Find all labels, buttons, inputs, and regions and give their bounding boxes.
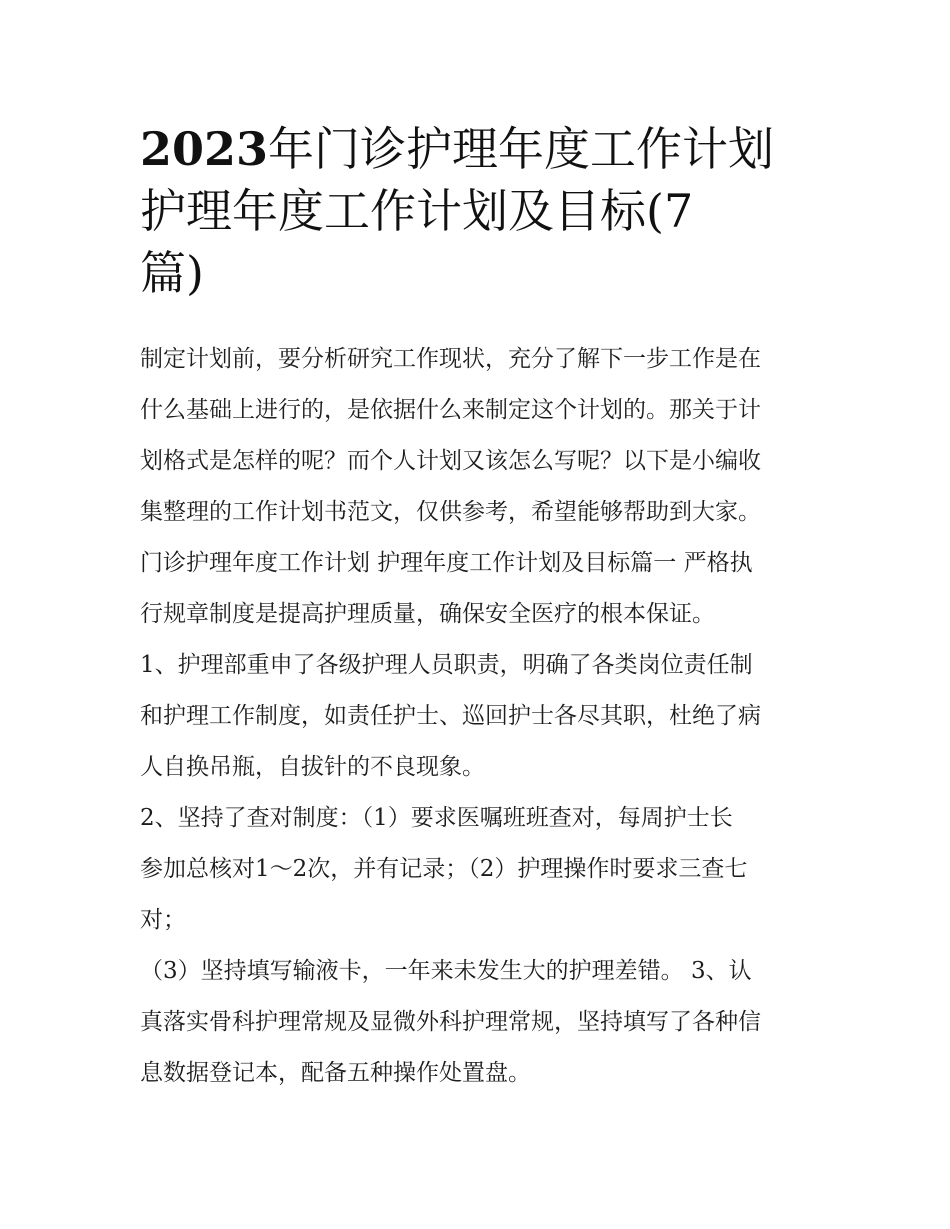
paragraph-item-3: [140, 946, 820, 1099]
text-line: 1、护理部重申了各级护理人员职责，明确了各类岗位责任制: [140, 652, 753, 678]
title-line-3: 篇): [140, 246, 204, 300]
text-line: 对；: [140, 907, 186, 933]
text-line: 参加总核对1～2次，并有记录；（2）护理操作时要求三查七: [140, 856, 748, 882]
paragraph-intro: [140, 334, 820, 538]
text-line: 门诊护理年度工作计划 护理年度工作计划及目标篇一 严格执: [140, 550, 753, 576]
text-line: 人自换吊瓶，自拔针的不良现象。: [140, 754, 485, 780]
text-line: 行规章制度是提高护理质量，确保安全医疗的根本保证。: [140, 601, 715, 627]
text-line: （3）坚持填写输液卡，一年来未发生大的护理差错。 3、认: [140, 958, 752, 984]
text-line: 什么基础上进行的，是依据什么来制定这个计划的。那关于计: [140, 397, 761, 423]
text-line: 制定计划前，要分析研究工作现状，充分了解下一步工作是在: [140, 346, 761, 372]
text-line: 2、坚持了查对制度：（1）要求医嘱班班查对，每周护士长: [140, 805, 733, 831]
document-body: [140, 334, 820, 1099]
title-line-1-rest: 年门诊护理年度工作计划: [268, 122, 775, 176]
document-content: [140, 118, 820, 1099]
text-line: 真落实骨科护理常规及显微外科护理常规，坚持填写了各种信: [140, 1009, 761, 1035]
document-title: [140, 118, 820, 304]
title-line-2: 护理年度工作计划及目标(7: [140, 184, 694, 238]
paragraph-item-2: [140, 793, 820, 946]
text-line: 集整理的工作计划书范文，仅供参考，希望能够帮助到大家。: [140, 499, 761, 525]
text-line: 和护理工作制度，如责任护士、巡回护士各尽其职，杜绝了病: [140, 703, 761, 729]
title-year: 2023: [140, 122, 269, 176]
text-line: 息数据登记本，配备五种操作处置盘。: [140, 1060, 531, 1086]
text-line: 划格式是怎样的呢？而个人计划又该怎么写呢？以下是小编收: [140, 448, 761, 474]
paragraph-section-one: [140, 538, 820, 640]
title-line-1: [140, 118, 820, 180]
paragraph-item-1: [140, 640, 820, 793]
